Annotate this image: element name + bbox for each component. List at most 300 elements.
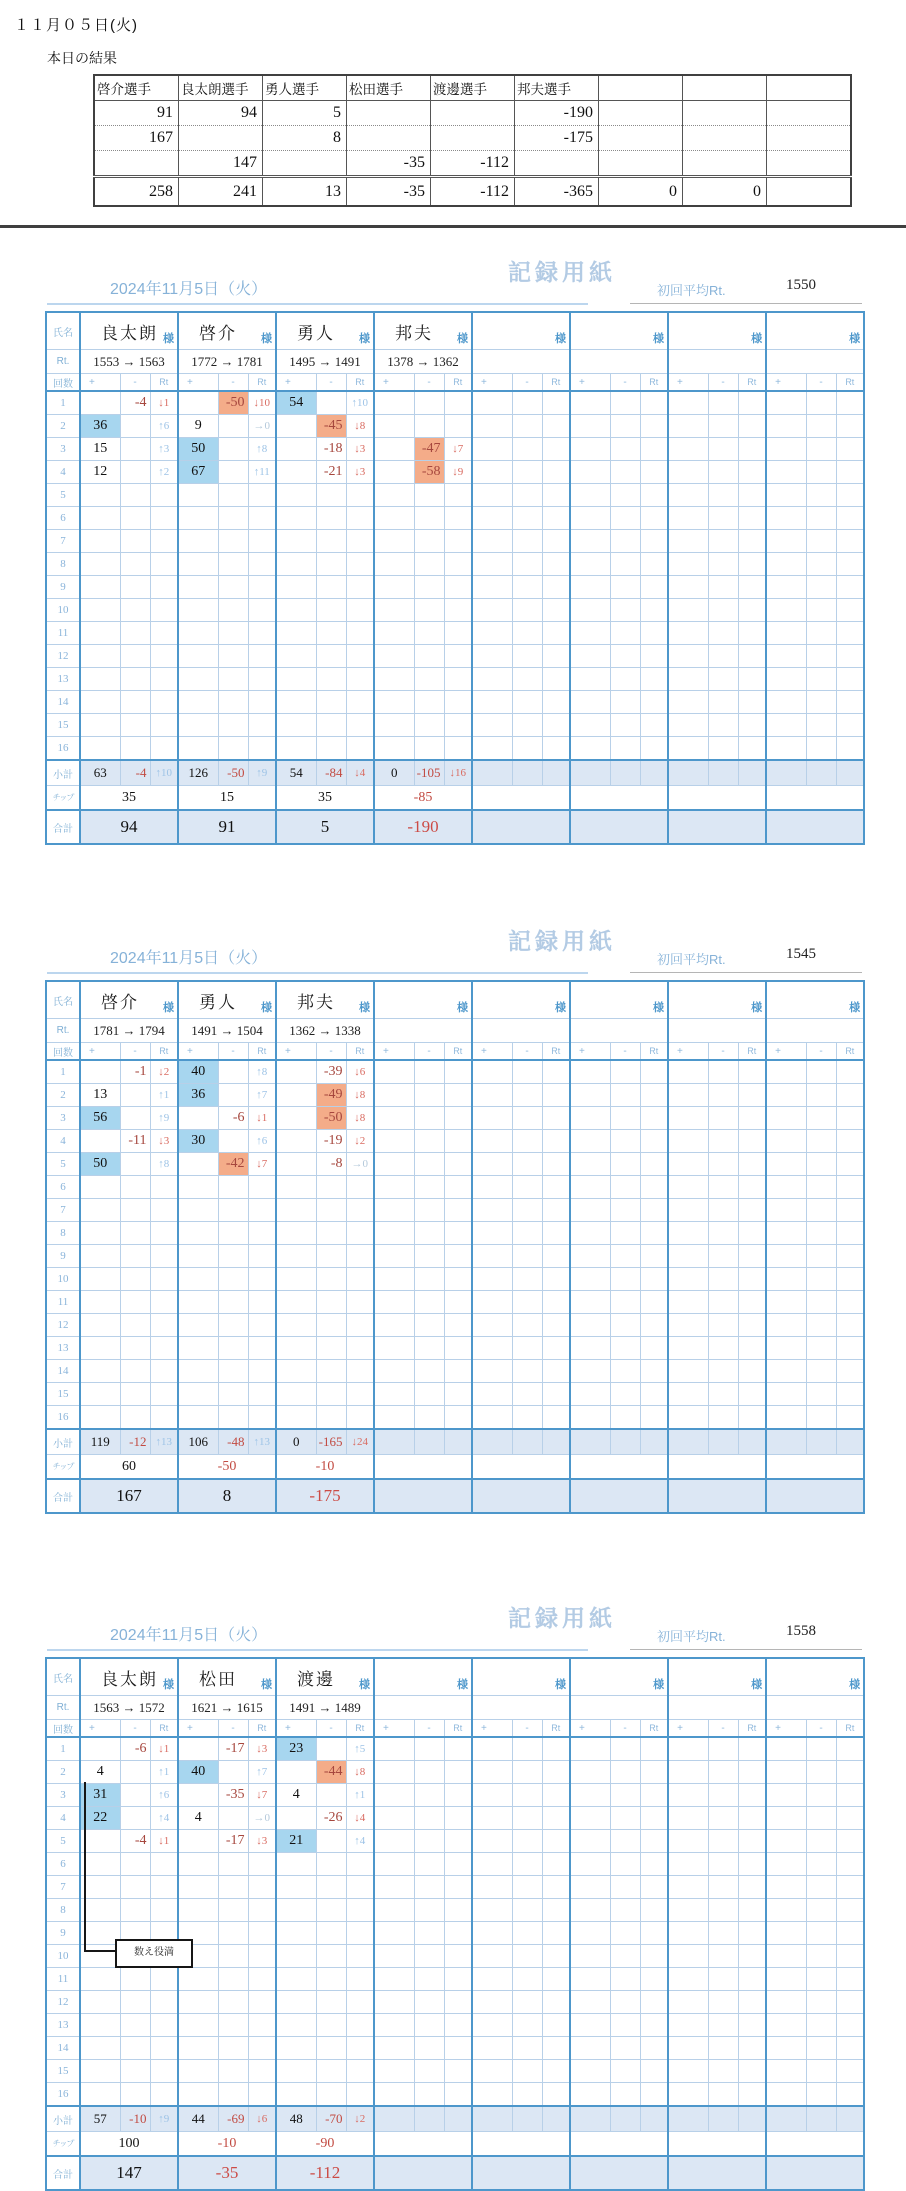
score-minus-cell (610, 1853, 640, 1876)
rt-change-cell (346, 1222, 374, 1245)
player-name: 啓介 (101, 992, 139, 1012)
rt-change-cell: ↑9 (150, 1107, 178, 1130)
score-minus-cell (512, 438, 542, 461)
rt-change-cell (640, 599, 668, 622)
rt-change-cell (836, 1807, 864, 1830)
round-number: 15 (46, 714, 80, 737)
rt-change-cell (836, 645, 864, 668)
rt-change-cell (444, 737, 472, 761)
rt-range-cell: 1495 → 1491 (276, 350, 374, 374)
rt-change-cell (836, 1245, 864, 1268)
player-name-row (46, 981, 864, 1019)
score-plus-cell (766, 553, 806, 576)
rt-range-cell (668, 1019, 766, 1043)
rt-change-cell (444, 1199, 472, 1222)
chip-label: チップ (46, 2132, 80, 2157)
score-minus-cell (218, 1337, 248, 1360)
chip-value-cell: 100 (80, 2132, 178, 2157)
score-plus-cell (668, 1360, 708, 1383)
score-minus-cell (414, 1337, 444, 1360)
total-value-cell (766, 1479, 864, 1513)
score-plus-cell (668, 1268, 708, 1291)
honorific-label: 様 (359, 1679, 371, 1691)
chip-value-cell: 15 (178, 786, 276, 811)
score-plus-cell (668, 1314, 708, 1337)
rt-change-cell (444, 691, 472, 714)
score-plus-cell (80, 668, 120, 691)
round-number: 2 (46, 415, 80, 438)
score-minus-cell (414, 1899, 444, 1922)
rt-change-cell (444, 1314, 472, 1337)
score-plus-cell (668, 1968, 708, 1991)
summary-column-header: 良太朗選手 (179, 75, 263, 101)
honorific-label: 様 (359, 333, 371, 345)
game-row (46, 1245, 864, 1268)
plus-col-header: + (374, 1043, 414, 1061)
score-plus-cell (570, 1853, 610, 1876)
score-plus-cell (472, 507, 512, 530)
score-plus-cell (766, 1291, 806, 1314)
round-number: 3 (46, 1784, 80, 1807)
subtotal-rt-cell: ↓4 (346, 760, 374, 786)
rt-change-cell: ↑11 (248, 461, 276, 484)
score-plus-cell (472, 1107, 512, 1130)
score-minus-cell (414, 2014, 444, 2037)
score-plus-cell (766, 2014, 806, 2037)
score-minus-cell (120, 1291, 150, 1314)
game-row (46, 622, 864, 645)
rt-change-cell (150, 553, 178, 576)
score-minus-cell (316, 1199, 346, 1222)
summary-cell (683, 101, 767, 126)
rt-change-cell (640, 1876, 668, 1899)
rt-change-cell (640, 1945, 668, 1968)
score-minus-cell (708, 1222, 738, 1245)
total-value-cell (668, 1479, 766, 1513)
score-plus-cell (80, 1922, 120, 1945)
rt-change-cell (738, 622, 766, 645)
score-plus-cell (374, 737, 414, 761)
rt-change-cell (836, 737, 864, 761)
rt-change-cell (836, 1268, 864, 1291)
score-plus-cell (472, 1922, 512, 1945)
subtotal-label: 小計 (46, 1429, 80, 1455)
score-plus-cell (374, 1084, 414, 1107)
total-label: 合計 (46, 810, 80, 844)
rt-change-cell (836, 1853, 864, 1876)
score-minus-cell (120, 2083, 150, 2107)
rt-change-cell (444, 1922, 472, 1945)
summary-cell: 94 (179, 101, 263, 126)
score-minus-cell (316, 645, 346, 668)
rt-change-cell (346, 1383, 374, 1406)
score-plus-cell (766, 391, 806, 415)
rt-change-cell: ↓3 (346, 461, 374, 484)
score-plus-cell (276, 1268, 316, 1291)
game-row (46, 391, 864, 415)
score-minus-cell (218, 599, 248, 622)
score-plus-cell (276, 1761, 316, 1784)
score-minus-cell (806, 1291, 836, 1314)
score-minus-cell (806, 2014, 836, 2037)
score-plus-cell (668, 1130, 708, 1153)
score-minus-cell (316, 507, 346, 530)
score-plus-cell (178, 484, 218, 507)
rt-change-cell: ↓7 (444, 438, 472, 461)
score-plus-cell (472, 530, 512, 553)
rt-change-cell (542, 484, 570, 507)
rt-change-cell (150, 1899, 178, 1922)
summary-column-header: 勇人選手 (263, 75, 347, 101)
subtotal-rt-cell: ↑10 (150, 760, 178, 786)
rt-change-cell (738, 2014, 766, 2037)
rt-change-cell (640, 1245, 668, 1268)
rt-change-cell (836, 599, 864, 622)
score-plus-cell (570, 2060, 610, 2083)
game-row (46, 553, 864, 576)
summary-column-header (599, 75, 683, 101)
score-minus-cell (218, 2083, 248, 2107)
rt-change-cell (248, 1314, 276, 1337)
score-minus-cell (316, 391, 346, 415)
honorific-label: 様 (163, 1002, 174, 1014)
rt-change-cell (346, 1922, 374, 1945)
score-plus-cell (472, 576, 512, 599)
score-minus-cell (218, 1084, 248, 1107)
score-minus-cell (316, 1222, 346, 1245)
score-plus-cell (276, 1176, 316, 1199)
chip-value-cell (472, 786, 570, 811)
score-minus-cell (610, 1084, 640, 1107)
rt-change-cell: ↓3 (150, 1130, 178, 1153)
rt-change-cell: ↑5 (346, 1737, 374, 1761)
rt-change-cell (150, 691, 178, 714)
score-minus-cell (120, 1360, 150, 1383)
game-row (46, 1899, 864, 1922)
rt-change-cell (836, 2037, 864, 2060)
score-plus-cell (374, 1245, 414, 1268)
rt-change-cell: ↓1 (150, 1830, 178, 1853)
rt-change-cell (542, 1784, 570, 1807)
rt-change-cell: ↓1 (150, 1737, 178, 1761)
score-plus-cell (276, 1337, 316, 1360)
score-plus-cell: 4 (80, 1761, 120, 1784)
score-plus-cell (668, 2037, 708, 2060)
score-plus-cell (472, 645, 512, 668)
honorific-label: 様 (653, 333, 665, 345)
rt-change-cell (150, 2014, 178, 2037)
score-plus-cell (570, 1153, 610, 1176)
score-plus-cell (178, 2083, 218, 2107)
score-minus-cell (414, 1737, 444, 1761)
score-minus-cell (120, 461, 150, 484)
rt-change-cell (248, 1360, 276, 1383)
score-minus-cell (316, 714, 346, 737)
round-number: 15 (46, 2060, 80, 2083)
rounds-label: 回数 (46, 1043, 80, 1061)
score-minus-cell (610, 1922, 640, 1945)
rt-change-cell (738, 737, 766, 761)
rt-change-cell (444, 714, 472, 737)
game-row (46, 1830, 864, 1853)
subtotal-minus-cell (708, 2106, 738, 2132)
plus-col-header: + (80, 1043, 120, 1061)
rt-change-cell (150, 668, 178, 691)
score-minus-cell (218, 645, 248, 668)
rt-change-cell (248, 530, 276, 553)
score-plus-cell (178, 691, 218, 714)
rt-change-cell (444, 1737, 472, 1761)
rt-change-cell (542, 1876, 570, 1899)
minus-col-header: - (708, 1043, 738, 1061)
score-plus-cell (570, 530, 610, 553)
score-plus-cell (178, 599, 218, 622)
summary-cell: -175 (515, 126, 599, 151)
rt-change-cell (836, 1899, 864, 1922)
score-minus-cell: -39 (316, 1060, 346, 1084)
rt-change-cell (640, 1314, 668, 1337)
honorific-label: 様 (457, 333, 469, 345)
rt-change-cell (248, 2037, 276, 2060)
chip-value-cell: -10 (178, 2132, 276, 2157)
score-plus-cell (374, 1268, 414, 1291)
record-sheet (0, 915, 906, 1514)
summary-cell (347, 126, 431, 151)
rt-change-cell (836, 1199, 864, 1222)
score-plus-cell (668, 1084, 708, 1107)
total-value-cell (766, 2156, 864, 2190)
rt-change-cell (248, 1222, 276, 1245)
rt-range-cell (472, 350, 570, 374)
round-number: 7 (46, 530, 80, 553)
plus-col-header: + (766, 1043, 806, 1061)
score-plus-cell (80, 1737, 120, 1761)
plus-col-header: + (178, 1043, 218, 1061)
score-minus-cell (806, 1222, 836, 1245)
score-plus-cell (472, 1314, 512, 1337)
rt-range-cell (766, 350, 864, 374)
minus-col-header: - (708, 1720, 738, 1738)
summary-cell (767, 101, 852, 126)
score-plus-cell (570, 645, 610, 668)
score-plus-cell (80, 1991, 120, 2014)
score-minus-cell (218, 484, 248, 507)
score-minus-cell (414, 1406, 444, 1430)
score-minus-cell (610, 1991, 640, 2014)
score-minus-cell (610, 668, 640, 691)
summary-cell (94, 151, 179, 177)
subtotal-plus-cell (374, 2106, 414, 2132)
summary-total-cell: -112 (431, 177, 515, 207)
rt-change-cell (346, 2060, 374, 2083)
subtotal-rt-cell (640, 760, 668, 786)
rt-change-cell (738, 415, 766, 438)
subtotal-minus-cell (414, 2106, 444, 2132)
rt-change-cell (248, 1199, 276, 1222)
rt-change-cell (444, 2083, 472, 2107)
rt-change-cell (444, 1807, 472, 1830)
game-row (46, 1807, 864, 1830)
round-number: 8 (46, 1899, 80, 1922)
rt-change-cell (248, 1268, 276, 1291)
rt-change-cell (542, 1761, 570, 1784)
score-minus-cell (218, 1130, 248, 1153)
sheet-header (0, 915, 906, 980)
rt-change-cell (640, 1199, 668, 1222)
minus-col-header: - (414, 1043, 444, 1061)
rt-change-cell: ↑8 (248, 438, 276, 461)
score-minus-cell (414, 1807, 444, 1830)
subtotal-rt-cell (738, 760, 766, 786)
score-plus-cell (374, 1899, 414, 1922)
summary-total-cell: 0 (683, 177, 767, 207)
minus-col-header: - (120, 1043, 150, 1061)
score-plus-cell (374, 415, 414, 438)
score-minus-cell (806, 415, 836, 438)
rt-change-cell (640, 1084, 668, 1107)
rt-change-cell (542, 415, 570, 438)
game-row (46, 507, 864, 530)
score-plus-cell (178, 2037, 218, 2060)
score-minus-cell (708, 1406, 738, 1430)
total-value-cell: 5 (276, 810, 374, 844)
score-plus-cell (668, 622, 708, 645)
rt-label: Rt. (46, 350, 80, 374)
rt-change-cell (248, 737, 276, 761)
score-minus-cell: -4 (120, 391, 150, 415)
score-minus-cell (316, 553, 346, 576)
score-plus-cell (766, 530, 806, 553)
rt-change-cell (640, 1222, 668, 1245)
subtotal-rt-cell: ↑9 (150, 2106, 178, 2132)
score-minus-cell (218, 1968, 248, 1991)
score-minus-cell (512, 391, 542, 415)
rt-col-header: Rt (248, 1720, 276, 1738)
score-minus-cell (414, 1222, 444, 1245)
score-plus-cell (766, 1360, 806, 1383)
honorific-label: 様 (849, 1002, 861, 1014)
score-minus-cell (708, 1383, 738, 1406)
rating-row (46, 1696, 864, 1720)
score-plus-cell (276, 1876, 316, 1899)
score-minus-cell (316, 599, 346, 622)
score-plus-cell (374, 1968, 414, 1991)
rating-row (46, 1019, 864, 1043)
score-minus-cell (120, 691, 150, 714)
rt-change-cell (444, 484, 472, 507)
rt-change-cell (542, 1291, 570, 1314)
score-plus-cell (80, 1968, 120, 1991)
summary-header-row (94, 75, 851, 101)
score-minus-cell (708, 599, 738, 622)
rt-change-cell (640, 1784, 668, 1807)
score-minus-cell (512, 1761, 542, 1784)
score-minus-cell (806, 1314, 836, 1337)
score-minus-cell (120, 1406, 150, 1430)
rt-change-cell (444, 1899, 472, 1922)
divider-line (0, 225, 906, 228)
game-row (46, 1107, 864, 1130)
rt-change-cell (248, 1876, 276, 1899)
score-minus-cell (512, 1176, 542, 1199)
honorific-label: 様 (261, 1002, 272, 1014)
rt-change-cell (836, 1383, 864, 1406)
score-plus-cell (766, 1899, 806, 1922)
score-plus-cell (472, 1899, 512, 1922)
rt-change-cell (150, 1406, 178, 1430)
score-minus-cell (414, 1991, 444, 2014)
score-minus-cell (512, 1991, 542, 2014)
rt-change-cell (738, 1176, 766, 1199)
rt-change-cell (836, 484, 864, 507)
score-plus-cell (570, 1130, 610, 1153)
subtotal-rt-cell: ↑9 (248, 760, 276, 786)
total-value-cell: 94 (80, 810, 178, 844)
name-label: 氏名 (46, 981, 80, 1019)
round-number: 11 (46, 622, 80, 645)
score-plus-cell (472, 1853, 512, 1876)
score-plus-cell (80, 1176, 120, 1199)
rt-change-cell (542, 2060, 570, 2083)
rt-change-cell (836, 1291, 864, 1314)
score-minus-cell: -44 (316, 1761, 346, 1784)
game-row (46, 1199, 864, 1222)
score-plus-cell (374, 461, 414, 484)
score-plus-cell: 50 (80, 1153, 120, 1176)
score-minus-cell (316, 2037, 346, 2060)
rt-change-cell (738, 1199, 766, 1222)
score-plus-cell (570, 599, 610, 622)
score-minus-cell (414, 2083, 444, 2107)
score-plus-cell (668, 530, 708, 553)
plus-col-header: + (766, 1720, 806, 1738)
score-plus-cell (570, 668, 610, 691)
subtotal-rt-cell (444, 2106, 472, 2132)
score-plus-cell (80, 1360, 120, 1383)
player-name-cell (276, 1658, 374, 1696)
chip-value-cell (668, 2132, 766, 2157)
score-plus-cell (766, 645, 806, 668)
rt-change-cell (150, 1314, 178, 1337)
score-plus-cell (276, 1807, 316, 1830)
score-plus-cell (766, 1784, 806, 1807)
score-plus-cell (766, 507, 806, 530)
chip-value-cell (766, 1455, 864, 1480)
score-plus-cell (766, 1199, 806, 1222)
score-minus-cell (708, 1199, 738, 1222)
score-minus-cell (610, 1245, 640, 1268)
score-minus-cell (610, 1314, 640, 1337)
score-minus-cell (610, 2083, 640, 2107)
score-minus-cell (610, 391, 640, 415)
score-minus-cell (316, 2083, 346, 2107)
score-minus-cell: -17 (218, 1830, 248, 1853)
rt-change-cell (346, 1876, 374, 1899)
score-minus-cell (512, 576, 542, 599)
score-minus-cell (218, 1406, 248, 1430)
score-plus-cell (472, 1807, 512, 1830)
score-plus-cell (472, 1968, 512, 1991)
score-plus-cell (472, 2014, 512, 2037)
rt-change-cell (738, 391, 766, 415)
rt-change-cell (346, 1199, 374, 1222)
score-plus-cell (276, 599, 316, 622)
rt-change-cell (640, 576, 668, 599)
score-plus-cell (472, 1761, 512, 1784)
summary-row (94, 101, 851, 126)
score-minus-cell (512, 507, 542, 530)
plus-col-header: + (472, 374, 512, 392)
